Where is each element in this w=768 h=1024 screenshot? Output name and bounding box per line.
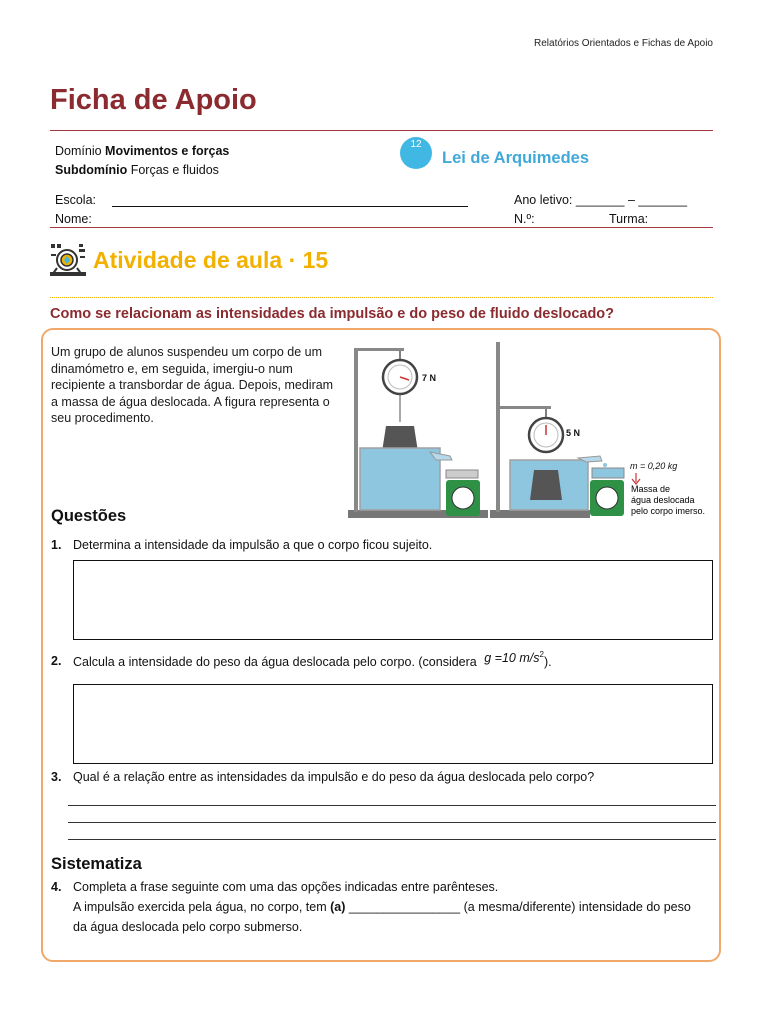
header-bottom-divider bbox=[50, 227, 713, 228]
activity-title bbox=[93, 247, 328, 274]
question-4-line-1: Completa a frase seguinte com uma das opções indicadas entre parênteses. bbox=[73, 880, 499, 894]
question-4-text-pre: A impulsão exercida pela água, no corpo, tem bbox=[73, 900, 327, 914]
school-label: Escola: bbox=[55, 193, 96, 207]
title-divider bbox=[50, 130, 713, 131]
domain-value: Movimentos e forças bbox=[105, 144, 230, 158]
question-1 bbox=[51, 538, 711, 552]
activity-icon bbox=[49, 242, 87, 278]
question-4 bbox=[51, 877, 721, 937]
question-1-number: 1. bbox=[51, 538, 62, 552]
page-title: Ficha de Apoio bbox=[50, 84, 257, 116]
answer-line-2[interactable] bbox=[68, 822, 716, 823]
activity-title-text: Atividade de aula bbox=[93, 247, 283, 273]
mass-label: m = 0,20 kg bbox=[630, 461, 678, 471]
question-4-text-post: (a mesma/diferente) intensidade do peso bbox=[463, 900, 691, 914]
number-label: N.º: bbox=[514, 212, 535, 226]
answer-box-1[interactable] bbox=[73, 560, 713, 640]
reading-2: 5 N bbox=[566, 428, 581, 438]
name-row-clip bbox=[0, 210, 768, 226]
question-4-number: 4. bbox=[51, 880, 62, 894]
question-4-blank-label: (a) bbox=[330, 900, 346, 914]
question-1-text: Determina a intensidade da impulsão a que o corpo ficou sujeito. bbox=[73, 538, 433, 552]
caption-line-2: água deslocada bbox=[631, 495, 695, 505]
class-label: Turma: bbox=[609, 212, 649, 226]
top-note: Relatórios Orientados e Fichas de Apoio bbox=[534, 38, 713, 49]
subdomain-value: Forças e fluidos bbox=[130, 163, 219, 177]
question-3-number: 3. bbox=[51, 770, 62, 784]
topic-number-badge: 12 bbox=[400, 137, 432, 169]
procedure-figure bbox=[346, 340, 718, 522]
subdomain-label: Subdomínio bbox=[55, 163, 128, 177]
activity-number: 15 bbox=[302, 247, 329, 273]
domain-line bbox=[55, 142, 229, 161]
question-2-number: 2. bbox=[51, 654, 62, 668]
topic-title: Lei de Arquimedes bbox=[442, 149, 590, 167]
answer-box-2[interactable] bbox=[73, 684, 713, 764]
question-2-formula: g =10 m/s bbox=[484, 651, 540, 666]
question-2-exponent: 2 bbox=[539, 650, 544, 659]
intro-text: Um grupo de alunos suspendeu um corpo de um dinamómetro e, em seguida, imergiu-o num recipiente a transbordar de água. Depois, mediram a massa de água deslocada. A figura representa o seu procedimento. bbox=[51, 345, 334, 425]
questions-heading: Questões bbox=[51, 507, 127, 525]
question-4-blank[interactable]: ________________ bbox=[348, 900, 461, 914]
activity-dotted-divider bbox=[50, 297, 713, 298]
domain-label: Domínio bbox=[55, 144, 102, 158]
activity-separator: · bbox=[288, 247, 297, 273]
summary-heading: Sistematiza bbox=[51, 855, 142, 873]
question-3-text: Qual é a relação entre as intensidades da impulsão e do peso da água deslocada pelo corpo? bbox=[73, 770, 595, 784]
school-field-line[interactable] bbox=[112, 206, 468, 207]
question-2-after: ). bbox=[543, 655, 552, 670]
reading-1: 7 N bbox=[422, 373, 437, 383]
year-label: Ano letivo: _______ – _______ bbox=[514, 193, 688, 207]
name-label: Nome: bbox=[55, 212, 92, 226]
guiding-question: Como se relacionam as intensidades da impulsão e do peso de fluido deslocado? bbox=[50, 306, 615, 322]
subdomain-line bbox=[55, 161, 219, 180]
answer-line-3[interactable] bbox=[68, 839, 716, 840]
question-3 bbox=[51, 770, 721, 784]
caption-line-1: Massa de bbox=[631, 484, 671, 494]
question-2 bbox=[51, 650, 711, 670]
question-2-text: Calcula a intensidade do peso da água deslocada pelo corpo. (considera bbox=[73, 655, 477, 670]
question-4-line-2 bbox=[73, 897, 721, 917]
caption-line-3: pelo corpo imerso. bbox=[631, 506, 706, 516]
question-4-line-3: da água deslocada pelo corpo submerso. bbox=[73, 920, 303, 934]
answer-line-1[interactable] bbox=[68, 805, 716, 806]
